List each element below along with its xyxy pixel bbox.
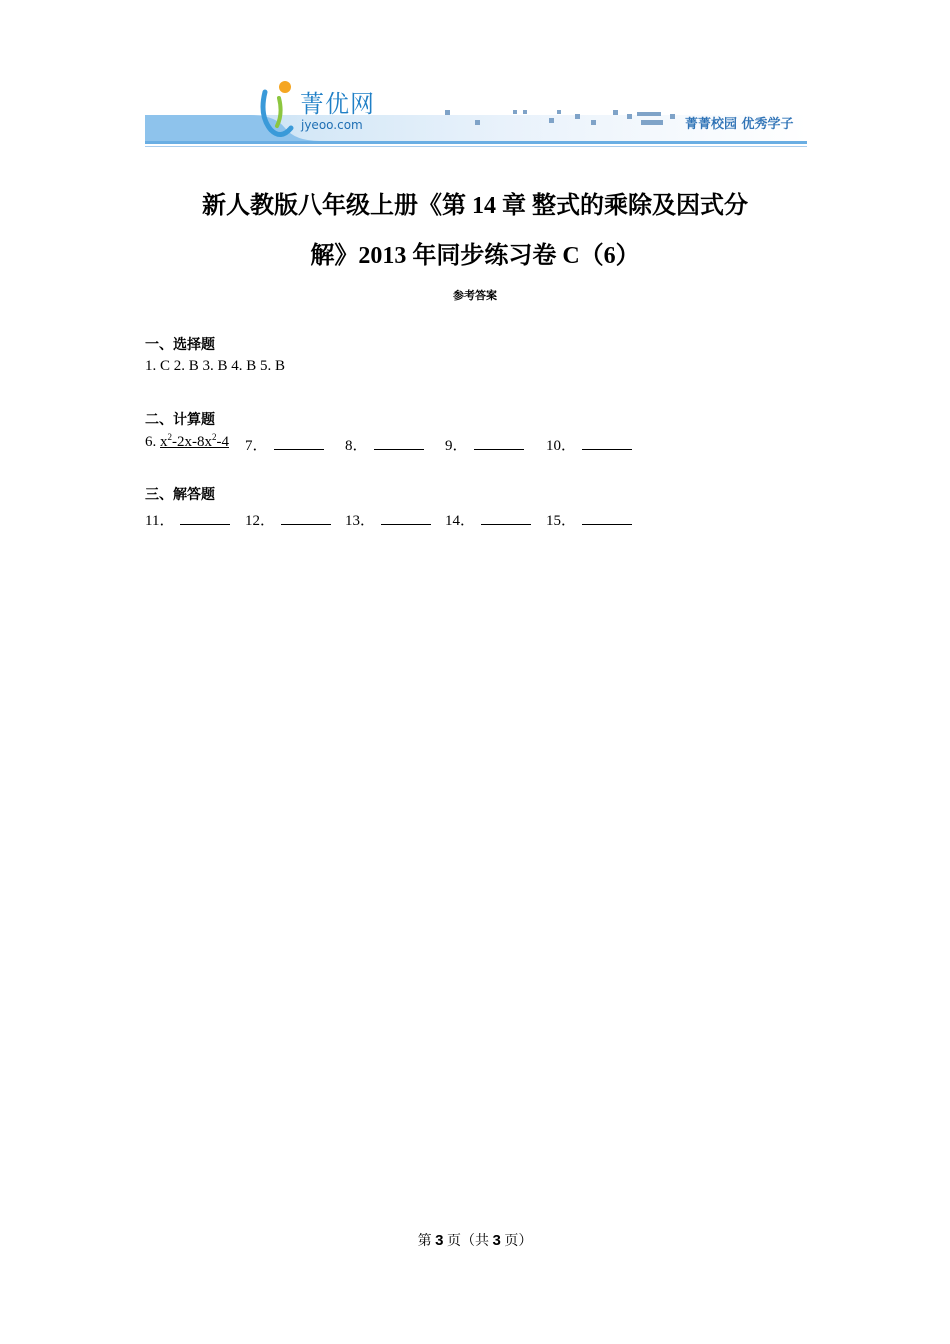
calc-item-7 (245, 434, 324, 455)
item-number: 7． (245, 438, 268, 454)
item-number: 9． (445, 438, 468, 454)
calc-item-6 (145, 434, 229, 451)
document-title-line-2: 解》2013 年同步练习卷 C（6） (310, 243, 640, 269)
section-heading-answer: 三、解答题 (145, 487, 215, 503)
answer-item-15 (546, 509, 632, 530)
page-header (145, 78, 807, 150)
section-heading-calc: 二、计算题 (145, 412, 215, 428)
item-number: 8． (345, 438, 368, 454)
answer-item-11 (145, 509, 230, 530)
page-total: 3 (492, 1232, 501, 1249)
footer-middle: 页（共 (443, 1234, 493, 1249)
calc-item-9 (445, 434, 524, 455)
choice-answers: 1. C 2. B 3. B 4. B 5. B (145, 358, 286, 374)
header-rule-thin (145, 146, 807, 147)
logo-name: 菁优网 (300, 90, 375, 118)
footer-prefix: 第 (417, 1234, 436, 1249)
section-heading-choice: 一、选择题 (145, 337, 215, 353)
page-number: 3 (435, 1232, 444, 1249)
answer-blank (481, 510, 531, 525)
item-number: 15． (546, 513, 577, 529)
answer-blank (582, 435, 632, 450)
answer-blank (381, 510, 431, 525)
jyeoo-logo-icon (257, 78, 297, 138)
answer-blank (374, 435, 424, 450)
item-number: 6. (145, 434, 157, 450)
page-footer (0, 1230, 950, 1250)
document-title-line-1: 新人教版八年级上册《第 14 章 整式的乘除及因式分 (202, 193, 748, 219)
answer-blank (274, 435, 324, 450)
answer-blank (582, 510, 632, 525)
item-number: 13． (345, 513, 376, 529)
logo-domain: jyeoo.com (301, 118, 363, 132)
item-number: 14． (445, 513, 476, 529)
footer-suffix: 页） (500, 1234, 533, 1249)
slogan: 菁菁校园 优秀学子 (685, 117, 794, 132)
answer-item-12 (245, 509, 331, 530)
item-number: 10． (546, 438, 577, 454)
calc-item-10 (546, 434, 632, 455)
calc-answer-6: $x^2-2x-8x^2-4$ (160, 432, 229, 450)
document-subtitle: 参考答案 (453, 289, 497, 302)
answer-blank (281, 510, 331, 525)
calc-item-8 (345, 434, 424, 455)
item-number: 11． (145, 513, 175, 529)
decorative-squares (445, 108, 675, 132)
answer-item-13 (345, 509, 431, 530)
header-rule (145, 141, 807, 144)
answer-item-14 (445, 509, 531, 530)
answer-blank (474, 435, 524, 450)
item-number: 12． (245, 513, 276, 529)
answer-blank (180, 510, 230, 525)
